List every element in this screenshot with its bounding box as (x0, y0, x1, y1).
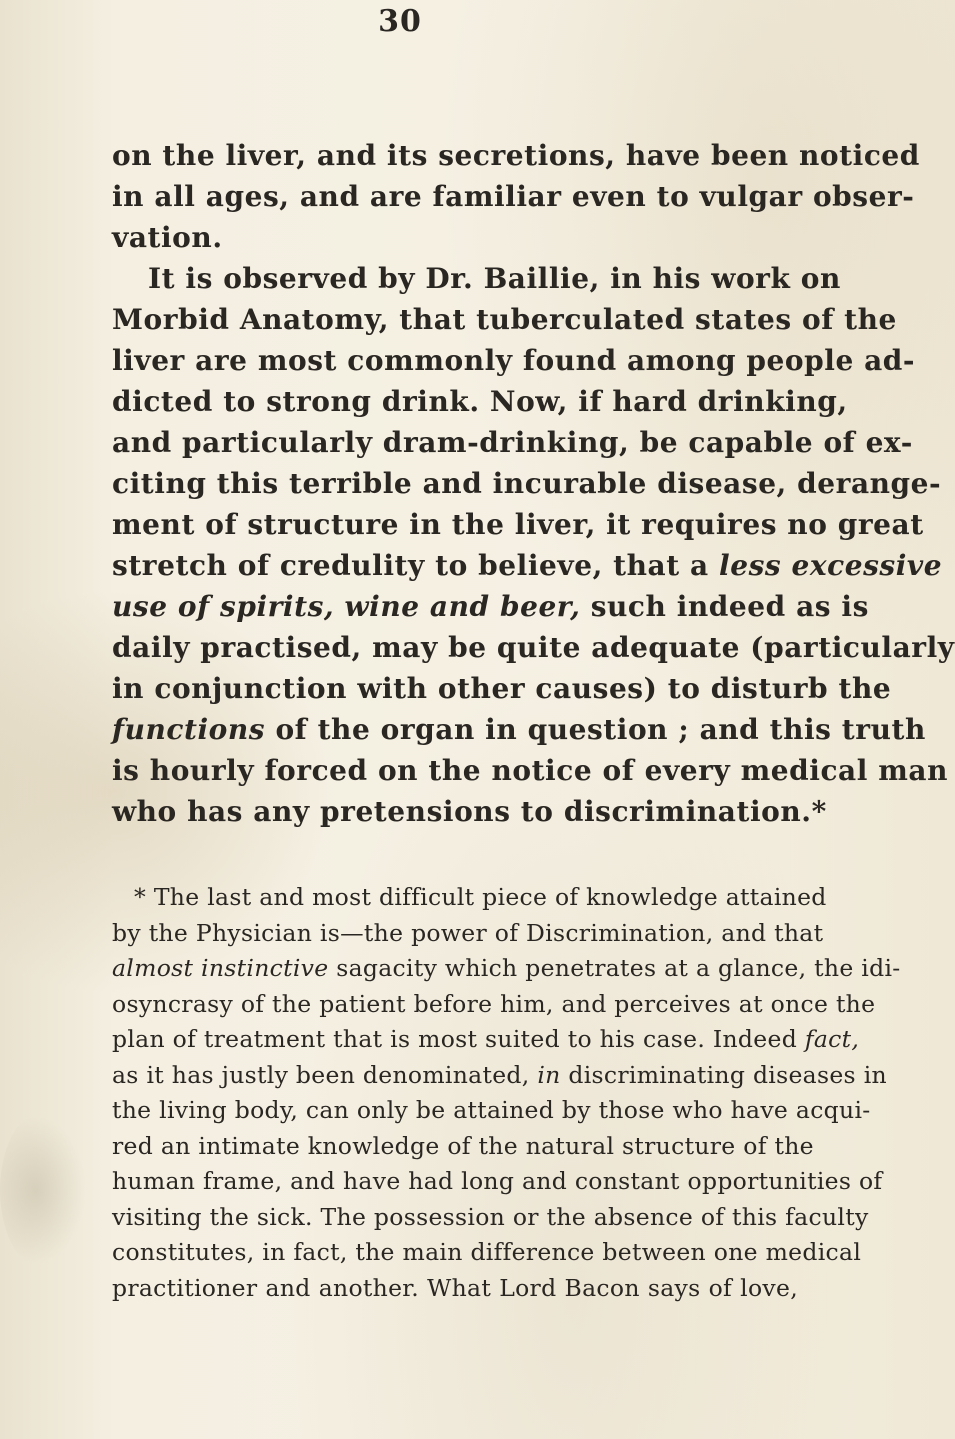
italic-phrase: use of spirits, wine and beer, (112, 590, 581, 623)
footnote-line: practitioner and another. What Lord Bacon says of love, (112, 1273, 798, 1302)
footnote-line (112, 1058, 887, 1094)
text-line: citing this terrible and incurable disease, derange- (112, 467, 942, 500)
text-segment: plan of treatment that is most suited to his case. Indeed (112, 1025, 798, 1053)
italic-phrase: functions (112, 713, 266, 746)
text-segment: such indeed as is (590, 590, 869, 623)
footnote-line: * The last and most difficult piece of knowledge attained (134, 883, 827, 911)
page-number: 30 (378, 4, 422, 39)
text-line: is hourly forced on the notice of every medical man (112, 754, 949, 787)
text-segment: discriminating diseases in (568, 1060, 887, 1089)
text-line: It is observed by Dr. Baillie, in his work on (148, 262, 841, 295)
text-line: in conjunction with other causes) to disturb the (112, 672, 892, 705)
text-line: dicted to strong drink. Now, if hard drinking, (112, 385, 848, 418)
text-line (112, 586, 869, 627)
italic-phrase: in (537, 1060, 561, 1089)
paper-stain (0, 1110, 90, 1270)
footnote-line: red an intimate knowledge of the natural structure of the (112, 1131, 814, 1160)
italic-phrase: almost instinctive (112, 954, 329, 982)
footnote-line (112, 1022, 860, 1058)
text-line (112, 709, 926, 750)
footnote-line: human frame, and have had long and constant opportunities of (112, 1167, 883, 1195)
italic-phrase: less excessive (719, 549, 943, 582)
text-line (112, 545, 943, 586)
footnote-line: visiting the sick. The possession or the absence of this faculty (112, 1202, 869, 1231)
footnote-line: by the Physician is—the power of Discrimination, and that (112, 918, 824, 947)
text-line: ment of structure in the liver, it requires no great (112, 508, 924, 541)
footnote-line: osyncrasy of the patient before him, and perceives at once the (112, 989, 876, 1018)
footnote-line: the living body, can only be attained by those who have acqui- (112, 1096, 871, 1124)
text-segment: of the organ in question ; and this truth (275, 713, 926, 746)
text-line: vation. (112, 221, 223, 254)
text-line: in all ages, and are familiar even to vulgar obser- (112, 180, 915, 213)
text-segment: stretch of credulity to believe, that a (112, 549, 709, 582)
footnote-line (112, 951, 901, 987)
text-segment: sagacity which penetrates at a glance, the idi- (336, 954, 901, 982)
main-text (112, 135, 955, 832)
text-line: who has any pretensions to discrimination.* (112, 795, 827, 828)
text-line: and particularly dram-drinking, be capable of ex- (112, 426, 913, 459)
footnote (112, 880, 901, 1306)
text-segment: as it has justly been denominated, (112, 1060, 530, 1089)
footnote-line: constitutes, in fact, the main difference between one medical (112, 1238, 862, 1266)
text-line: daily practised, may be quite adequate (particularly (112, 631, 955, 664)
italic-phrase: fact, (804, 1025, 860, 1053)
text-line: liver are most commonly found among people ad- (112, 344, 916, 377)
text-line: on the liver, and its secretions, have been noticed (112, 139, 920, 172)
text-line: Morbid Anatomy, that tuberculated states of the (112, 303, 897, 336)
